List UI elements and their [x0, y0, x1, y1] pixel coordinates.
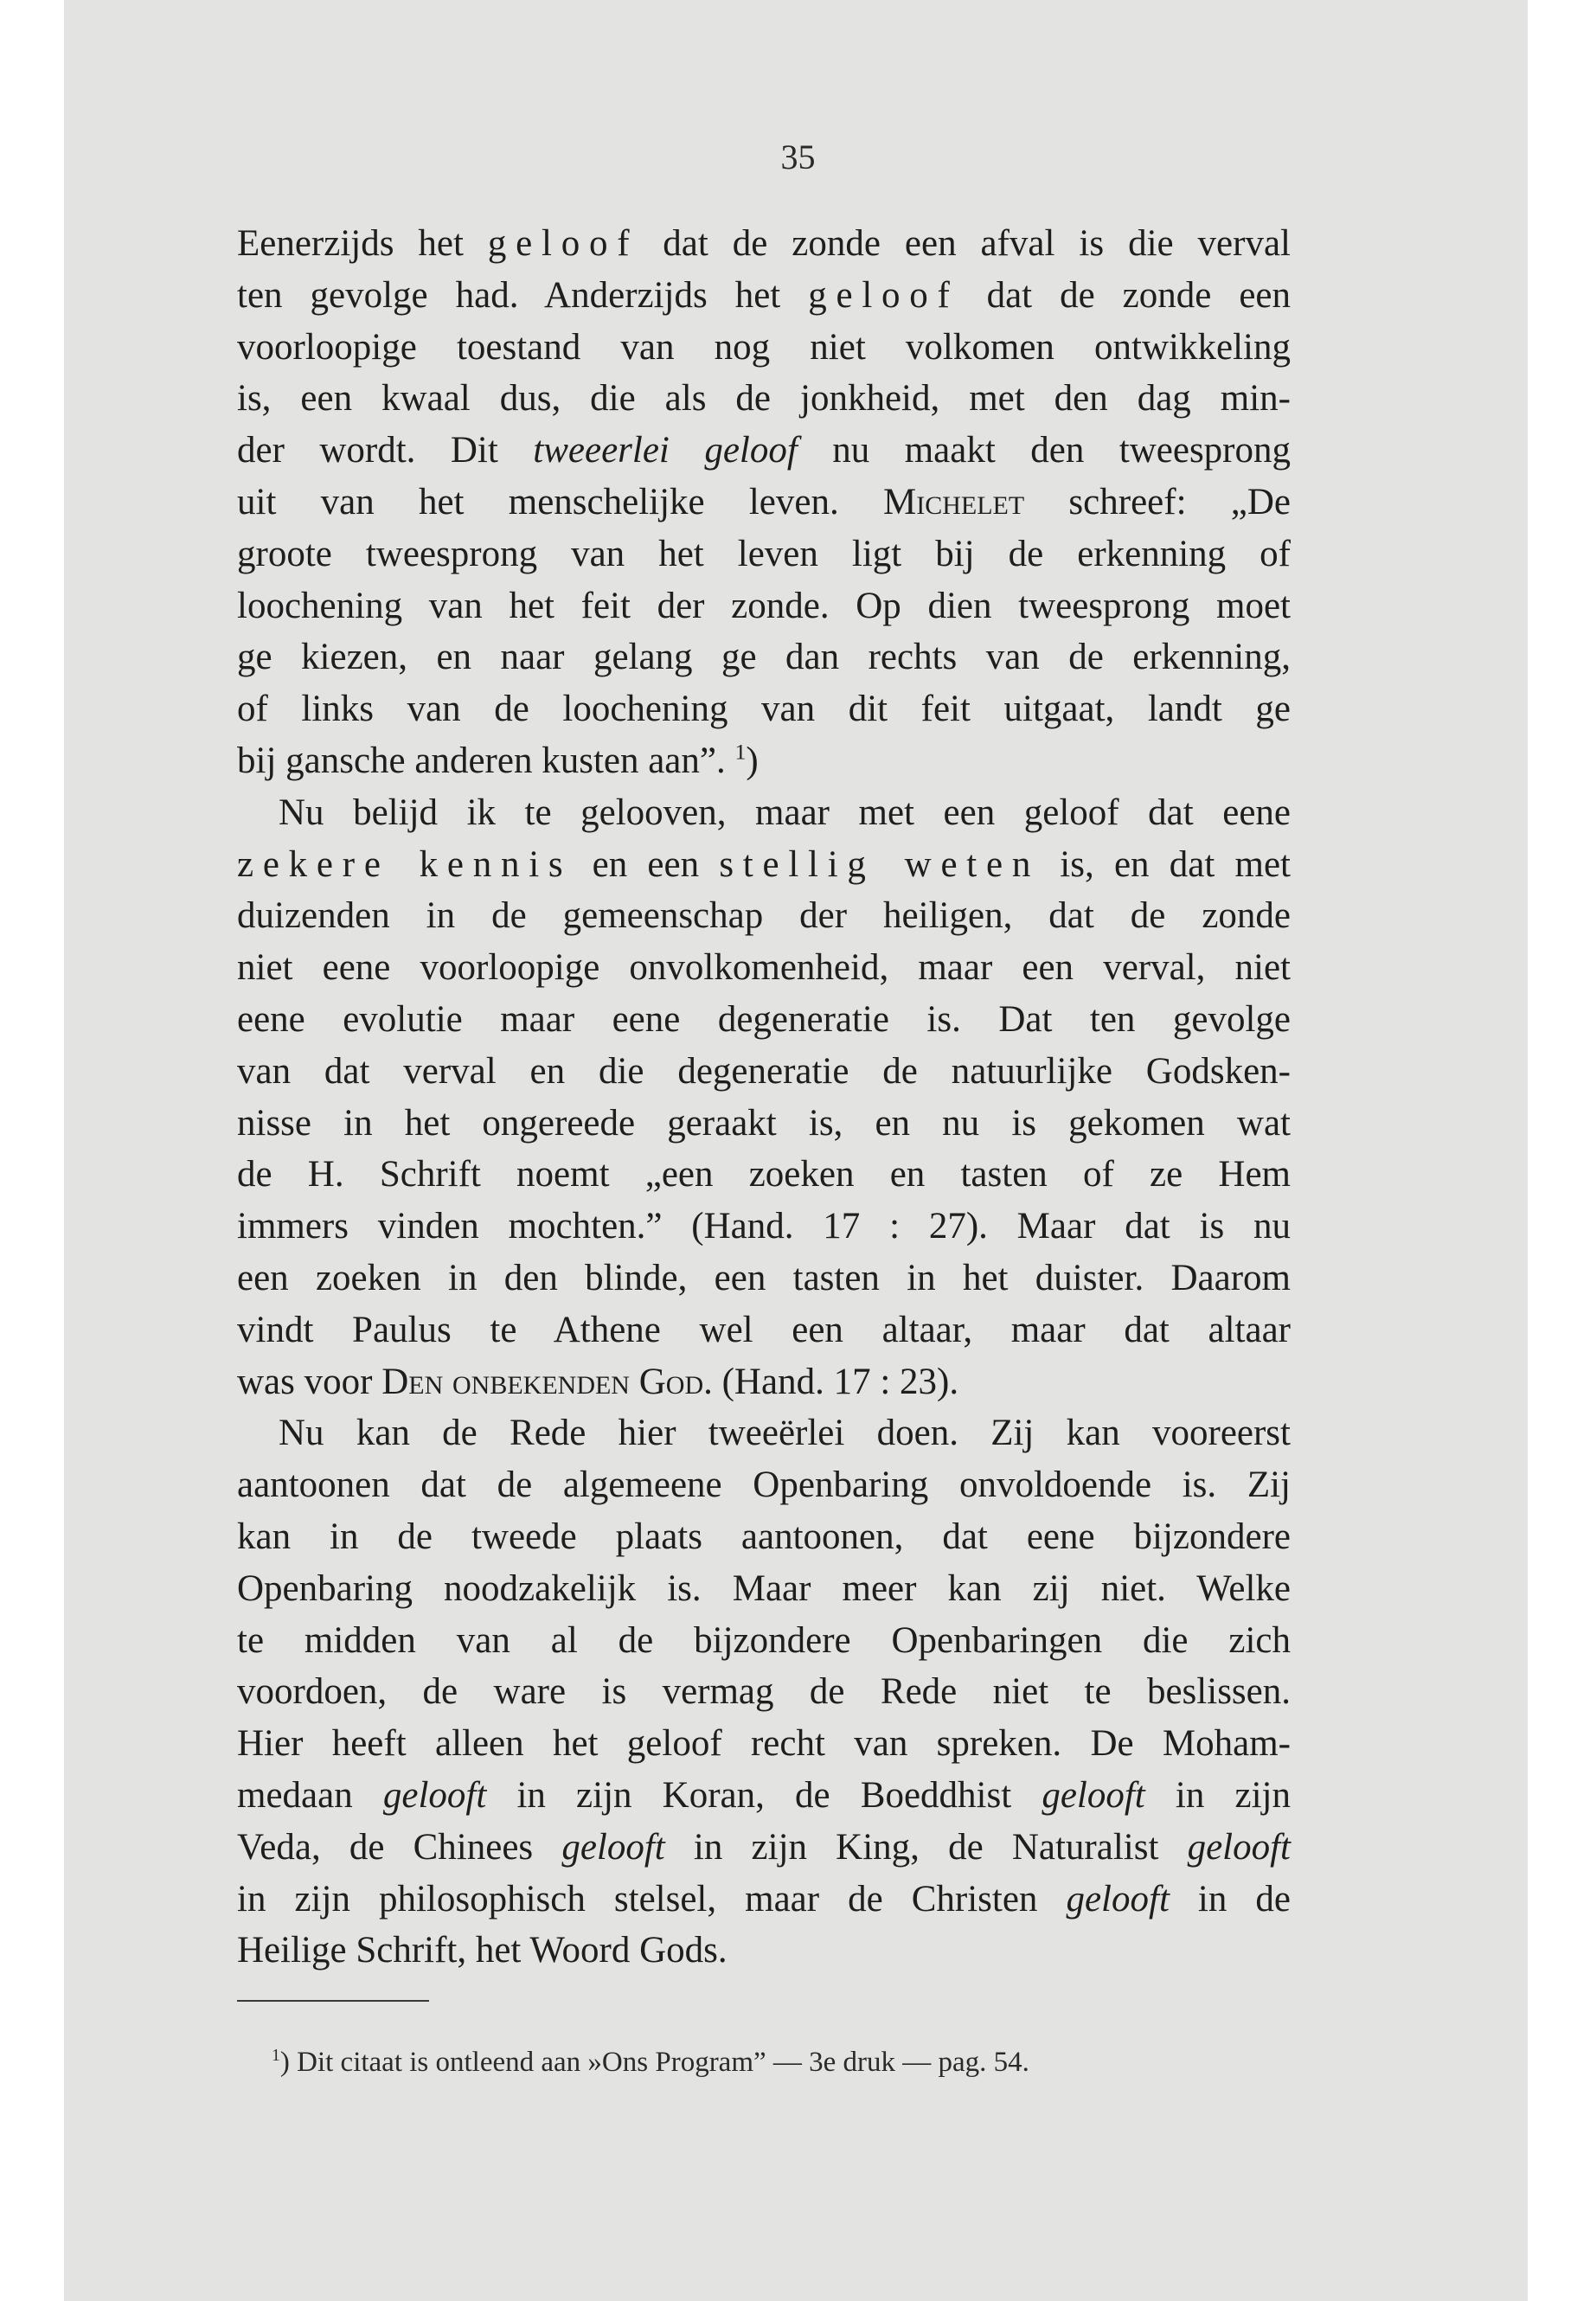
- text-line: bij gansche anderen kusten aan”. $^1$): [237, 739, 759, 781]
- body-text: [237, 218, 1291, 1977]
- author-name: Michelet: [882, 481, 1025, 522]
- text-line: Openbaring noodzakelijk is. Maar meer kan zij niet. Welke: [237, 1567, 1291, 1609]
- text-line: duizenden in de gemeenschap der heiligen, dat de zonde: [237, 895, 1291, 937]
- page-number: 35: [780, 138, 816, 176]
- italic-emphasis: gelooft: [1187, 1826, 1292, 1868]
- text-line: vindt Paulus te Athene wel een altaar, maar dat altaar: [237, 1309, 1291, 1350]
- text-line: eene evolutie maar eene degeneratie is. Dat ten gevolge: [237, 998, 1291, 1040]
- footnote: [272, 2047, 1292, 2079]
- text-line: Eenerzijds het geloof dat de zonde een afval is die verval: [237, 223, 1291, 264]
- small-caps-phrase: Den onbekenden God: [381, 1361, 704, 1402]
- italic-emphasis: gelooft: [1042, 1774, 1145, 1816]
- text-line: ten gevolge had. Anderzijds het geloof dat de zonde een: [237, 274, 1291, 316]
- text-line: Veda, de Chinees gelooft in zijn King, de Naturalist gelooft: [237, 1826, 1292, 1868]
- text-line: niet eene voorloopige onvolkomenheid, maar een verval, niet: [237, 947, 1291, 989]
- text-line: Hier heeft alleen het geloof recht van spreken. De Moham-: [237, 1723, 1291, 1765]
- text-line: medaan gelooft in zijn Koran, de Boeddhist gelooft in zijn: [237, 1774, 1291, 1816]
- text-line: de H. Schrift noemt „een zoeken en tasten of ze Hem: [237, 1154, 1291, 1195]
- text-line: uit van het menschelijke leven. Michelet schreef: „De: [237, 481, 1291, 522]
- spaced-emphasis: geloof: [808, 274, 959, 316]
- text-line: ge kiezen, en naar gelang ge dan rechts van de erkenning,: [237, 637, 1291, 678]
- paragraph-3: [237, 1407, 1291, 1977]
- text-line: immers vinden mochten.” (Hand. 17 : 27). Maar dat is nu: [237, 1206, 1291, 1247]
- footnote-divider: [237, 2000, 429, 2002]
- text-line: Nu kan de Rede hier tweeërlei doen. Zij kan vooreerst: [279, 1413, 1291, 1454]
- spaced-emphasis: stellig weten: [719, 843, 1041, 885]
- italic-emphasis: gelooft: [1066, 1878, 1170, 1920]
- text-line: een zoeken in den blinde, een tasten in het duister. Daarom: [237, 1257, 1291, 1298]
- text-line: kan in de tweede plaats aantoonen, dat eene bijzondere: [237, 1516, 1291, 1557]
- text-line: loochening van het feit der zonde. Op dien tweesprong moet: [237, 585, 1291, 626]
- text-line: Nu belijd ik te gelooven, maar met een geloof dat eene: [279, 792, 1291, 833]
- text-line: groote tweesprong van het leven ligt bij de erkenning of: [237, 533, 1291, 574]
- spaced-emphasis: zekere kennis: [237, 843, 573, 885]
- text-line: Heilige Schrift, het Woord Gods.: [237, 1930, 727, 1971]
- footnote-marker: 1: [272, 2046, 280, 2065]
- italic-emphasis: gelooft: [382, 1774, 487, 1816]
- text-line: te midden van al de bijzondere Openbaringen die zich: [237, 1619, 1291, 1661]
- text-line: van dat verval en die degeneratie de natuurlijke Godsken-: [237, 1050, 1291, 1092]
- text-line: aantoonen dat de algemeene Openbaring onvoldoende is. Zij: [237, 1465, 1291, 1506]
- spaced-emphasis: geloof: [487, 223, 639, 264]
- text-line: in zijn philosophisch stelsel, maar de Christen gelooft in de: [237, 1878, 1291, 1920]
- text-line: is, een kwaal dus, die als de jonkheid, met den dag min-: [237, 378, 1291, 420]
- paragraph-1: [237, 218, 1291, 787]
- text-line: nisse in het ongereede geraakt is, en nu is gekomen wat: [237, 1102, 1291, 1144]
- text-line: voordoen, de ware is vermag de Rede niet te beslissen.: [237, 1671, 1291, 1713]
- text-line: voorloopige toestand van nog niet volkomen ontwikkeling: [237, 326, 1291, 368]
- italic-emphasis: gelooft: [561, 1826, 665, 1868]
- text-line: der wordt. Dit tweeerlei geloof nu maakt den tweesprong: [237, 430, 1291, 471]
- text-line: zekere kennis en een stellig weten is, en dat met: [237, 843, 1291, 885]
- text-line: of links van de loochening van dit feit uitgaat, landt ge: [237, 689, 1291, 730]
- footnote-text: ) Dit citaat is ontleend aan »Ons Program” — 3e druk — pag. 54.: [279, 2047, 1029, 2078]
- italic-emphasis: tweeerlei geloof: [533, 430, 798, 471]
- text-line: was voor Den onbekenden God. (Hand. 17 : 23).: [237, 1361, 959, 1402]
- footnote-reference: 1: [734, 739, 747, 765]
- paragraph-2: [237, 787, 1291, 1408]
